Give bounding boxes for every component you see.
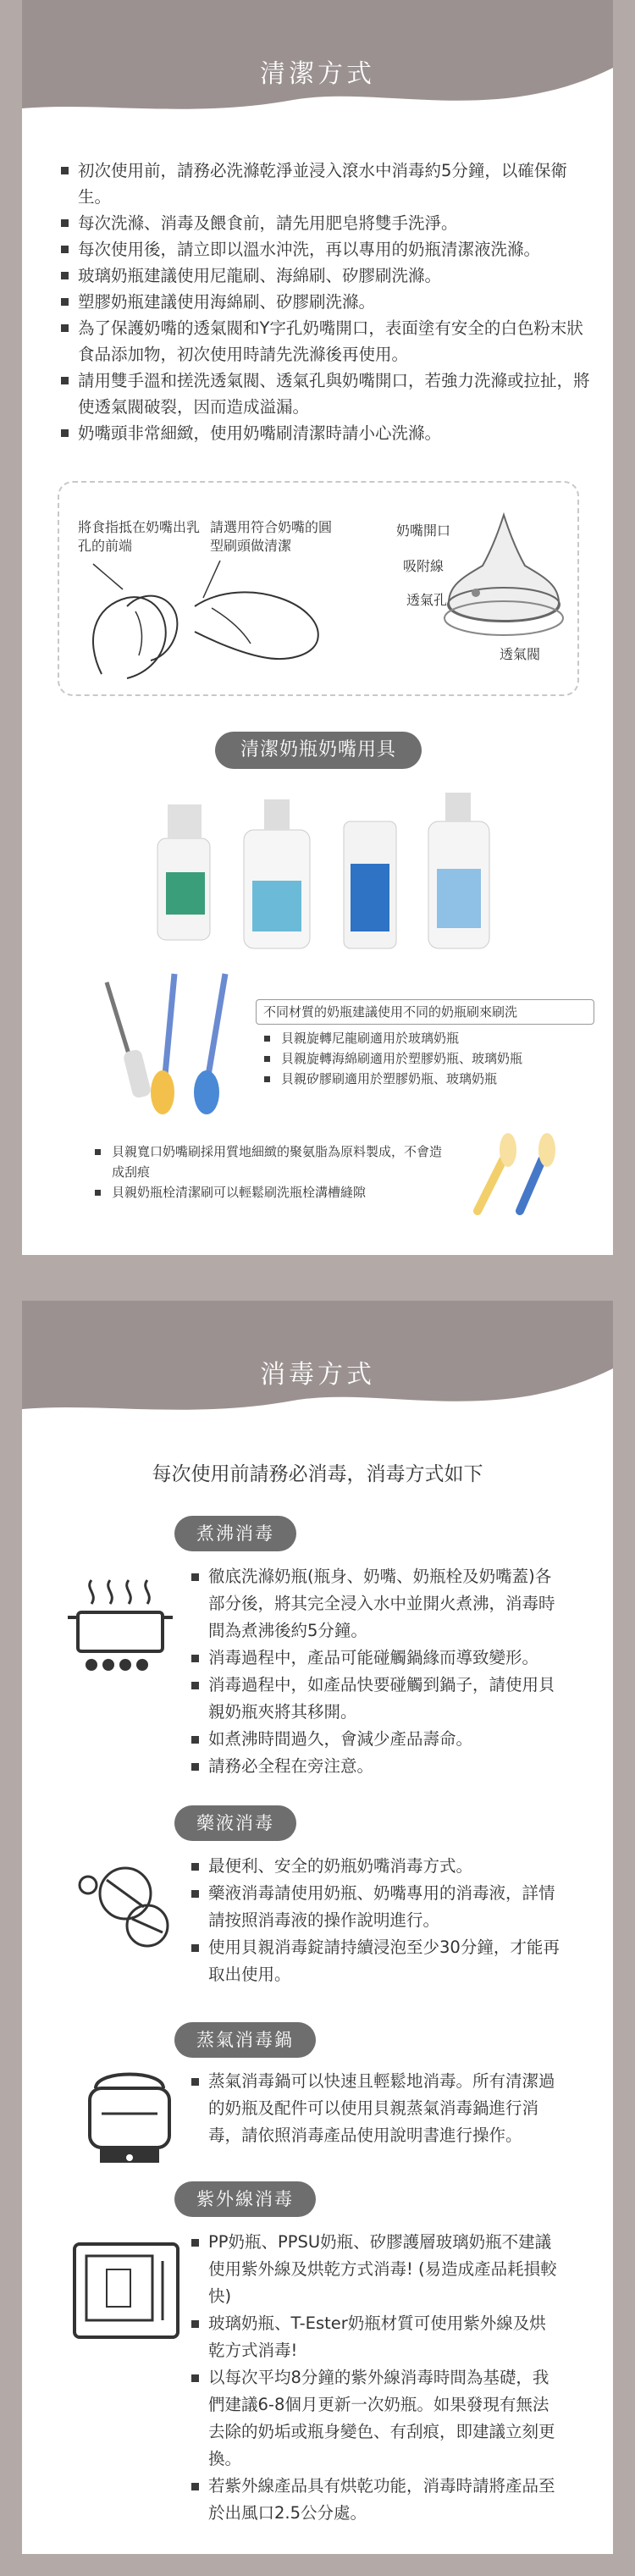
list-item: 使用貝親消毒錠請持續浸泡至少30分鐘，才能再取出使用。 — [190, 1934, 562, 1988]
vent-valve-label: 透氣閥 — [500, 646, 541, 662]
steam-sterilizer-icon — [83, 2063, 176, 2173]
list-item: 貝親奶瓶栓清潔刷可以輕鬆刷洗瓶栓溝槽縫隙 — [93, 1182, 449, 1202]
list-item: 如煮沸時間過久，會減少產品壽命。 — [190, 1726, 562, 1753]
chemical-section-title: 藥液消毒 — [174, 1805, 296, 1841]
list-item: 為了保護奶嘴的透氣閥和Y字孔奶嘴開口，表面塗有安全的白色粉末狀食品添加物，初次使用時請先洗滌後再使用。 — [59, 315, 593, 368]
tablets-icon — [71, 1860, 181, 1953]
pump-bottle-image — [244, 799, 310, 948]
list-item: 最便利、安全的奶瓶奶嘴消毒方式。 — [190, 1853, 562, 1880]
sterilize-intro: 每次使用前請務必消毒，消毒方式如下 — [152, 1463, 483, 1485]
hand-cleaning-illustration — [76, 556, 330, 683]
list-item: 徹底洗滌奶瓶(瓶身、奶嘴、奶瓶栓及奶嘴蓋)各部分後，將其完全浸入水中並開火煮沸，消毒時間為煮沸後約5分鐘。 — [190, 1563, 562, 1645]
cleaning-products-image — [149, 788, 505, 957]
list-item: 貝親旋轉海綿刷適用於塑膠奶瓶、玻璃奶瓶 — [262, 1048, 601, 1069]
bottle-brushes-image — [90, 965, 268, 1118]
brush-label: 請選用符合奶嘴的圓型刷頭做清潔 — [210, 519, 333, 554]
list-item: 奶嘴頭非常細緻，使用奶嘴刷清潔時請小心洗滌。 — [59, 420, 593, 446]
list-item: 每次使用後，請立即以溫水沖洗，再以專用的奶瓶清潔液洗滌。 — [59, 236, 593, 263]
vent-hole-label: 透氣孔 — [406, 592, 448, 608]
uv-sterilizer-icon — [71, 2236, 181, 2346]
list-item: 玻璃奶瓶建議使用尼龍刷、海綿刷、矽膠刷洗滌。 — [59, 263, 593, 289]
list-item: 貝親矽膠刷適用於塑膠奶瓶、玻璃奶瓶 — [262, 1069, 601, 1089]
list-item: 以每次平均8分鐘的紫外線消毒時間為基礎，我們建議6-8個月更新一次奶瓶。如果發現有無法去除的奶垢或瓶身變色、有刮痕，即建議立刻更換。 — [190, 2364, 562, 2473]
boil-bullet-list — [190, 1563, 562, 1780]
nipple-illustration — [432, 500, 576, 652]
cleaning-header — [22, 0, 613, 119]
list-item: 若紫外線產品具有烘乾功能，消毒時請將產品至於出風口2.5公分處。 — [190, 2473, 562, 2527]
spray-bottle-image — [157, 804, 210, 940]
brush-list — [262, 1028, 601, 1089]
steam-bullet-list — [190, 2068, 562, 2149]
sterilize-title: 消毒方式 — [260, 1360, 375, 1390]
nipple-brush-list — [93, 1142, 449, 1202]
cleaning-bullet-list — [59, 158, 593, 446]
chemical-bullet-list — [190, 1853, 562, 1988]
refill-bottle-image — [344, 821, 396, 948]
boil-section-title: 煮沸消毒 — [174, 1516, 296, 1551]
nipple-diagram-box — [58, 481, 579, 696]
uv-bullet-list — [190, 2229, 562, 2527]
list-item: 蒸氣消毒鍋可以快速且輕鬆地消毒。所有清潔過的奶瓶及配件可以使用貝親蒸氣消毒鍋進行消毒，請依照消毒產品使用說明書進行操作。 — [190, 2068, 562, 2149]
list-item: 貝親寬口奶嘴刷採用質地細緻的聚氨脂為原料製成，不會造成刮痕 — [93, 1142, 449, 1182]
list-item: 消毒過程中，如產品快要碰觸到鍋子，請使用貝親奶瓶夾將其移開。 — [190, 1672, 562, 1726]
list-item: 每次洗滌、消毒及餵食前，請先用肥皂將雙手洗淨。 — [59, 210, 593, 236]
list-item: 初次使用前，請務必洗滌乾淨並浸入滾水中消毒約5分鐘，以確保衛生。 — [59, 158, 593, 210]
sterilize-header — [22, 1301, 613, 1419]
steam-section-title: 蒸氣消毒鍋 — [174, 2022, 316, 2058]
nipple-brushes-image — [461, 1126, 571, 1219]
cleaning-title: 清潔方式 — [260, 59, 375, 89]
large-bottle-image — [428, 793, 489, 948]
list-item: PP奶瓶、PPSU奶瓶、矽膠護層玻璃奶瓶不建議使用紫外線及烘乾方式消毒! (易造成產品耗損較快) — [190, 2229, 562, 2310]
boiling-pot-icon — [66, 1572, 176, 1682]
uv-section-title: 紫外線消毒 — [174, 2181, 316, 2217]
list-item: 請務必全程在旁注意。 — [190, 1753, 562, 1780]
list-item: 請用雙手溫和搓洗透氣閥、透氣孔與奶嘴開口，若強力洗滌或拉扯，將使透氣閥破裂，因而造成溢漏。 — [59, 368, 593, 420]
list-item: 玻璃奶瓶、T-Ester奶瓶材質可使用紫外線及烘乾方式消毒! — [190, 2310, 562, 2364]
suction-line-label: 吸附線 — [403, 558, 444, 574]
tools-title-pill: 清潔奶瓶奶嘴用具 — [215, 732, 422, 769]
nipple-opening-label: 奶嘴開口 — [396, 522, 451, 539]
brush-box-title: 不同材質的奶瓶建議使用不同的奶瓶刷來刷洗 — [256, 999, 594, 1025]
list-item: 消毒過程中，產品可能碰觸鍋緣而導致變形。 — [190, 1645, 562, 1672]
cleaning-card — [22, 0, 613, 1255]
list-item: 藥液消毒請使用奶瓶、奶嘴專用的消毒液，詳情請按照消毒液的操作說明進行。 — [190, 1880, 562, 1934]
list-item: 貝親旋轉尼龍刷適用於玻璃奶瓶 — [262, 1028, 601, 1048]
list-item: 塑膠奶瓶建議使用海綿刷、矽膠刷洗滌。 — [59, 289, 593, 315]
finger-label: 將食指抵在奶嘴出乳孔的前端 — [78, 519, 201, 554]
